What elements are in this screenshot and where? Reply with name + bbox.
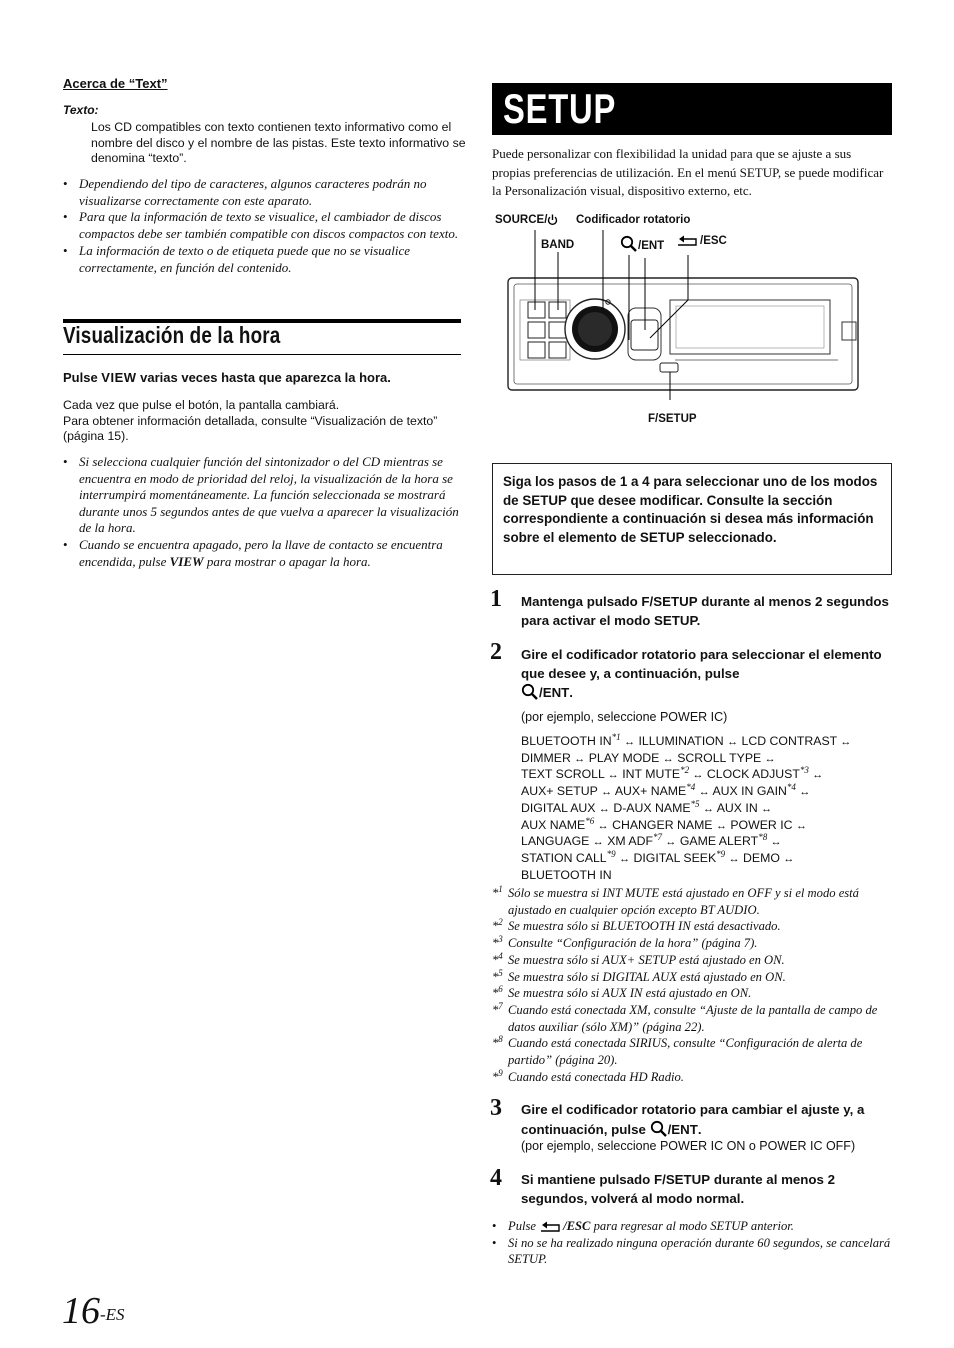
hora-body-line: Cada vez que pulse el botón, la pantalla cambiará. — [63, 398, 340, 412]
step-2-mid: para seleccionar el elemento que desee y, a continuación, pulse — [521, 647, 882, 681]
page-number: 16 — [62, 1290, 100, 1332]
menu-item: BLUETOOTH IN — [521, 867, 612, 882]
ent-key: /ENT — [667, 1121, 698, 1137]
step-2-post: . — [569, 685, 573, 701]
menu-item: STATION CALL — [521, 850, 607, 865]
footnote-marker: *$^2$ — [492, 917, 503, 934]
text-notes-list — [63, 176, 463, 276]
footnote-text: Sólo se muestra si INT MUTE está ajustado en OFF y si el modo está ajustado en cualquier opción excepto BT AUDIO. — [508, 886, 859, 917]
footnote-marker: *$^3$ — [492, 933, 503, 951]
texto-label: Texto: — [63, 103, 99, 117]
hora-note-item — [63, 537, 463, 570]
codificador-key: codificador rotatorio — [566, 647, 697, 662]
step-3-number: 3 — [490, 1095, 502, 1121]
texto-body: Los CD compatibles con texto contienen texto informativo como el nombre del disco y el nombre de las pistas. Este texto informativo se denomina “texto”. — [91, 120, 466, 166]
setup-banner — [492, 83, 892, 135]
bidirectional-arrow-icon: ↔ — [619, 852, 631, 865]
menu-item: DIGITAL AUX — [521, 800, 596, 815]
final-note-pre: Pulse — [508, 1219, 540, 1233]
return-arrow-icon — [539, 1221, 563, 1233]
menu-item: SCROLL TYPE — [677, 750, 762, 765]
final-note-item: • Si no se ha realizado ninguna operación durante 60 segundos, se cancelará SETUP. — [492, 1235, 892, 1268]
step-1-pre: Mantenga pulsado — [521, 594, 642, 609]
bidirectional-arrow-icon: ↔ — [840, 736, 852, 748]
final-note-item — [492, 1218, 892, 1235]
hora-step-pre: Pulse — [63, 370, 102, 385]
footnote-marker: *$^7$ — [492, 1000, 503, 1017]
esc-key: /ESC — [563, 1219, 591, 1233]
footnote-mark: *8 — [758, 832, 768, 843]
fsetup-button — [660, 363, 678, 372]
menu-item: AUX NAME — [521, 817, 586, 832]
step-3-pre: Gire el — [521, 1102, 567, 1117]
footnote-text: Cuando está conectada XM, consulte “Ajuste de la pantalla de campo de datos auxiliar (sólo XM)” (página 22). — [508, 1002, 878, 1034]
menu-item: AUX+ NAME — [614, 784, 687, 799]
fsetup-key: F/SETUP — [641, 594, 698, 609]
footnote-marker: *$^8$ — [492, 1034, 503, 1051]
bidirectional-arrow-icon: ↔ — [783, 852, 795, 865]
bidirectional-arrow-icon: ↔ — [812, 769, 824, 782]
menu-item: PLAY MODE — [588, 750, 660, 765]
menu-item: LANGUAGE — [521, 834, 590, 849]
hora-notes-list — [63, 454, 463, 570]
page-language-suffix: -ES — [100, 1305, 125, 1324]
band-label: BAND — [541, 239, 575, 251]
menu-item: BLUETOOTH IN — [521, 734, 612, 748]
source-label — [495, 214, 558, 226]
menu-item: POWER IC — [730, 817, 793, 832]
footnote-text: Se muestra sólo si AUX IN está ajustado en ON. — [508, 986, 752, 1001]
bidirectional-arrow-icon: ↔ — [728, 852, 740, 865]
footnote — [492, 918, 892, 935]
menu-item: AUX IN GAIN — [712, 784, 787, 799]
power-icon — [547, 214, 558, 226]
step-1-text — [521, 593, 893, 630]
menu-item: DIGITAL SEEK — [633, 850, 717, 865]
step-3-post: . — [697, 1121, 702, 1137]
final-note-post: para regresar al modo SETUP anterior. — [590, 1219, 794, 1233]
esc-label-text: /ESC — [700, 235, 727, 247]
text-note-item: • La información de texto o de etiqueta puede que no se visualice correctamente, en función del contenido. — [63, 243, 463, 276]
footnote-marker: *$^9$ — [492, 1067, 503, 1084]
menu-item: ILLUMINATION — [638, 734, 724, 748]
footnote-mark: *2 — [680, 765, 690, 776]
hora-body — [63, 398, 463, 445]
step-1-post: durante al menos 2 segundos para activar el modo SETUP. — [521, 594, 889, 628]
footnote-marker: *$^6$ — [492, 984, 503, 1001]
footnote-text: Cuando está conectada HD Radio. — [508, 1069, 684, 1084]
footnote-mark: *4 — [786, 782, 796, 793]
bidirectional-arrow-icon: ↔ — [799, 786, 811, 799]
footnote-mark: *4 — [686, 782, 696, 793]
step-4-post: durante al menos 2 segundos, volverá al modo normal. — [521, 1172, 836, 1206]
footnote-mark: *7 — [652, 832, 662, 843]
head-unit-diagram — [490, 230, 870, 408]
step-3-mid: para cambiar el ajuste y, a continuación, pulse — [521, 1102, 865, 1137]
footnote-mark: *9 — [716, 848, 726, 859]
menu-item: DIMMER — [521, 750, 571, 765]
footnote-text: Se muestra sólo si AUX+ SETUP está ajustado en ON. — [508, 952, 785, 967]
menu-item: DEMO — [743, 850, 780, 865]
hora-note-pre: Cuando se encuentra apagado, pero la llave de contacto se encuentra encendida, pulse — [79, 536, 443, 569]
step-4-number: 4 — [490, 1165, 502, 1191]
bidirectional-arrow-icon: ↔ — [665, 836, 677, 849]
bidirectional-arrow-icon: ↔ — [662, 752, 674, 765]
bidirectional-arrow-icon: ↔ — [698, 786, 710, 799]
view-key: VIEW — [101, 370, 137, 385]
step-3-text — [521, 1101, 893, 1139]
bidirectional-arrow-icon: ↔ — [597, 819, 609, 832]
acerca-text-heading: Acerca de “Text” — [63, 76, 168, 91]
hora-note-item: • Si selecciona cualquier función del sintonizador o del CD mientras se encuentra en modo de prioridad del reloj, la visualización de la hora se interrumpirá momentáneamente. La función seleccionada se mostrará durante unos 5 segundos antes de que vuelva a aparecer la visualización de la hora. — [63, 454, 463, 537]
section-rule-bottom — [63, 354, 461, 355]
footnote-mark: *1 — [611, 731, 621, 742]
footnote — [492, 935, 892, 952]
footnote — [492, 969, 892, 986]
menu-item: LCD CONTRAST — [741, 734, 837, 748]
footnote-text: Se muestra sólo si BLUETOOTH IN está desactivado. — [508, 919, 781, 934]
text-note-item: • Dependiendo del tipo de caracteres, algunos caracteres podrán no visualizarse correctamente con este aparato. — [63, 176, 463, 209]
step-2-number: 2 — [490, 639, 502, 665]
hora-step-post: varias veces hasta que aparezca la hora. — [136, 370, 391, 385]
bidirectional-arrow-icon: ↔ — [764, 752, 776, 765]
source-label-text: SOURCE/ — [495, 214, 548, 226]
step-3-example: (por ejemplo, seleccione POWER IC ON o POWER IC OFF) — [521, 1139, 856, 1153]
footnote-mark: *3 — [799, 765, 809, 776]
bidirectional-arrow-icon: ↔ — [727, 736, 739, 748]
menu-item: AUX+ SETUP — [521, 784, 598, 799]
footnote-mark: *9 — [606, 848, 616, 859]
view-key: VIEW — [169, 553, 204, 569]
footnote-mark: *5 — [690, 798, 700, 809]
step-1-number: 1 — [490, 586, 502, 612]
step-2-pre: Gire el — [521, 647, 567, 662]
footnote-marker: *$^1$ — [492, 883, 503, 900]
hora-section-title: Visualización de la hora — [63, 322, 281, 348]
footnote — [492, 952, 892, 969]
final-notes-list — [492, 1218, 892, 1268]
footnote-marker: *$^5$ — [492, 967, 503, 984]
footnote — [492, 885, 892, 918]
menu-item: D-AUX NAME — [613, 800, 691, 815]
footnote — [492, 1002, 892, 1035]
fsetup-label: F/SETUP — [648, 413, 697, 425]
step-2-text — [521, 646, 893, 703]
codificador-key: codificador rotatorio — [566, 1102, 697, 1117]
setup-intro: Puede personalizar con flexibilidad la unidad para que se ajuste a sus propias preferencias de utilización. En el menú SETUP, se puede modificar la Personalización visual, dispositivo externo, etc. — [492, 146, 884, 198]
setup-info-box — [492, 463, 892, 575]
menu-item: CHANGER NAME — [612, 817, 713, 832]
footnote-text: Se muestra sólo si DIGITAL AUX está ajustado en ON. — [508, 969, 786, 984]
bidirectional-arrow-icon: ↔ — [601, 786, 613, 799]
bidirectional-arrow-icon: ↔ — [715, 819, 727, 832]
search-icon — [650, 1120, 668, 1137]
footnote-text: Consulte “Configuración de la hora” (página 7). — [508, 936, 758, 951]
step-2-example: (por ejemplo, seleccione POWER IC) — [521, 710, 728, 724]
footnote — [492, 1069, 892, 1086]
bidirectional-arrow-icon: ↔ — [761, 802, 773, 815]
footnote-text: Cuando está conectada SIRIUS, consulte “Configuración de alerta de partido” (página 20). — [508, 1036, 863, 1068]
footnote-mark: *6 — [585, 815, 595, 826]
hora-instruction — [63, 370, 391, 385]
footnote — [492, 1035, 892, 1068]
footnote-marker: *$^4$ — [492, 950, 503, 967]
footnote — [492, 985, 892, 1002]
bidirectional-arrow-icon: ↔ — [574, 752, 586, 765]
setup-menu-chain — [521, 731, 893, 883]
hora-note-post: para mostrar o apagar la hora. — [203, 553, 371, 569]
menu-item: INT MUTE — [622, 767, 681, 782]
footnotes — [492, 885, 892, 1085]
step-4-text — [521, 1171, 893, 1208]
bidirectional-arrow-icon: ↔ — [592, 836, 604, 849]
rotary-encoder-knob — [565, 299, 625, 359]
setup-title: SETUP — [503, 85, 617, 132]
bidirectional-arrow-icon: ↔ — [770, 836, 782, 849]
menu-item: GAME ALERT — [679, 834, 759, 849]
search-icon — [521, 683, 539, 700]
left-button-grid — [520, 300, 570, 360]
bidirectional-arrow-icon: ↔ — [702, 802, 714, 815]
menu-item: TEXT SCROLL — [521, 767, 605, 782]
lcd-display — [670, 300, 838, 360]
bidirectional-arrow-icon: ↔ — [795, 819, 807, 832]
ent-label-text: /ENT — [638, 240, 665, 252]
menu-item: XM ADF — [607, 834, 653, 849]
menu-item: AUX IN — [716, 800, 758, 815]
ent-key: /ENT — [539, 685, 570, 701]
bidirectional-arrow-icon: ↔ — [624, 736, 636, 748]
text-note-item: • Para que la información de texto se visualice, el cambiador de discos compactos debe ser también compatible con discos compactos con texto. — [63, 209, 463, 242]
hora-body-line: Para obtener información detallada, consulte “Visualización de texto” (página 15). — [63, 413, 438, 444]
bidirectional-arrow-icon: ↔ — [607, 769, 619, 782]
menu-item: CLOCK ADJUST — [706, 767, 800, 782]
step-4-pre: Si mantiene pulsado — [521, 1172, 654, 1187]
codificador-label: Codificador rotatorio — [576, 214, 691, 226]
fsetup-key: F/SETUP — [654, 1172, 711, 1187]
bidirectional-arrow-icon: ↔ — [598, 802, 610, 815]
setup-info-text: Siga los pasos de 1 a 4 para seleccionar uno de los modos de SETUP que desee modificar. Consulte la sección correspondiente a continuación si desea más información sobre el elemento de SETUP seleccionado. — [503, 474, 878, 545]
bidirectional-arrow-icon: ↔ — [692, 769, 704, 782]
